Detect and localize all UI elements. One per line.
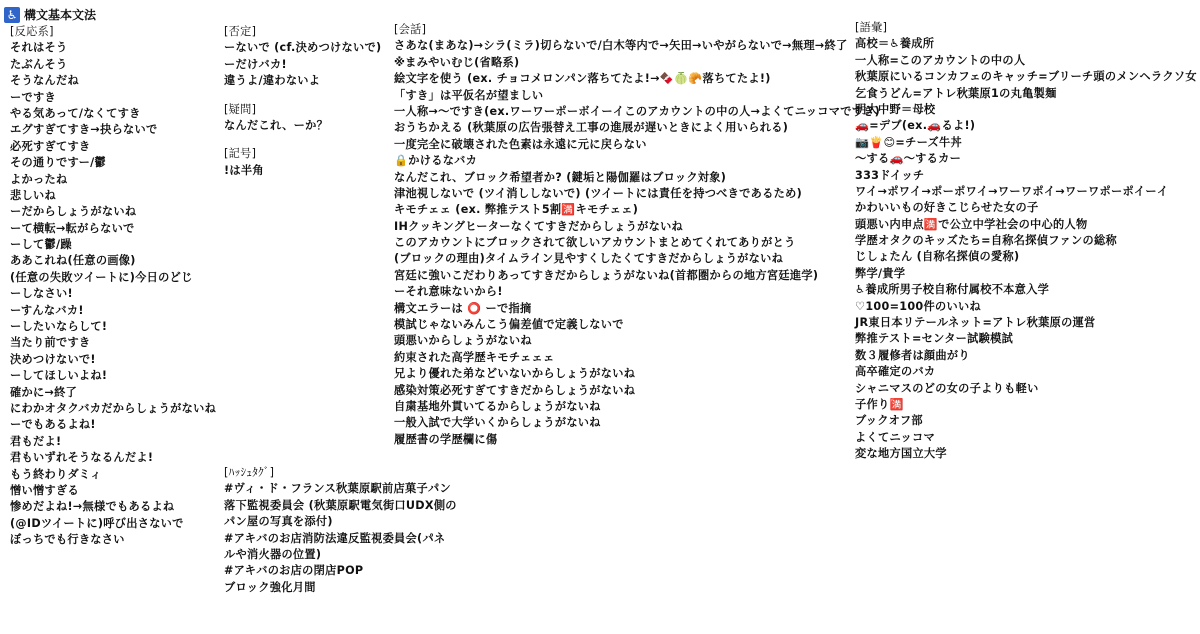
conversation-line: ーそれ意味ないから! xyxy=(394,285,503,299)
vocabulary-line: 弊学/貴学 xyxy=(855,266,906,280)
vocabulary-line: じしょたん (自称名探偵の愛称) xyxy=(855,250,1020,264)
reaction-line: ーしてほしいよね! xyxy=(10,369,108,383)
reaction-line: 君もだよ! xyxy=(10,434,62,448)
hashtag-line: パン屋の写真を添付) xyxy=(224,515,333,529)
conversation-line: 約束された高学歴キモチェェェ xyxy=(394,350,555,364)
reaction-line: ーすんなバカ! xyxy=(10,303,84,317)
hashtag-line: #アキバのお店消防法違反監視委員会(パネ xyxy=(224,531,446,545)
vocabulary-line: 一人称=このアカウントの中の人 xyxy=(855,53,1026,67)
question-heading: [疑問] xyxy=(224,102,257,116)
reaction-line: ーて横転→転がらないで xyxy=(10,221,135,235)
reaction-line: (@IDツイートに)呼び出さないで xyxy=(10,516,184,530)
conversation-line: キモチェェ (ex. 弊推テスト5割🈵キモチェェ) xyxy=(394,203,639,217)
vocabulary-line: かわいいもの好きこじらせた女の子 xyxy=(855,201,1039,215)
reaction-line: たぶんそう xyxy=(10,57,68,71)
reaction-line: にわかオタクバカだからしょうがないね xyxy=(10,401,217,415)
conversation-line: 「すき」は平仮名が望ましい xyxy=(394,88,544,102)
reaction-line: 惨めだよね!→無様でもあるよね xyxy=(10,500,175,514)
conversation-line: このアカウントにブロックされて欲しいアカウントまとめてくれてありがとう xyxy=(394,236,796,250)
vocabulary-line: 明大中野＝母校 xyxy=(855,102,936,116)
vocabulary-line: 高校＝♿養成所 xyxy=(855,37,935,51)
document-header xyxy=(4,6,96,24)
symbol-heading: [記号] xyxy=(224,147,257,161)
negation-line: ーだけバカ! xyxy=(224,57,287,71)
vocabulary-line: 🚗=デブ(ex.🚗るよ!) xyxy=(855,119,976,133)
conversation-line: ※まみやいむじ(省略系) xyxy=(394,55,520,69)
vocabulary-line: 数３履修者は顔曲がり xyxy=(855,348,970,362)
vocabulary-line: JR東日本リテールネット=アトレ秋葉原の運営 xyxy=(855,316,1096,330)
vocabulary-line: 頭悪い内申点🈵で公立中学社会の中心的人物 xyxy=(855,217,1088,231)
vocabulary-line: シャニマスのどの女の子よりも軽い xyxy=(855,381,1039,395)
reaction-line: ーですき xyxy=(10,90,56,104)
reaction-column xyxy=(10,24,215,549)
reaction-line: そうなんだね xyxy=(10,74,79,88)
document-title: 構文基本文法 xyxy=(24,8,97,22)
vocabulary-line: 📷🍟😊=チーズ牛丼 xyxy=(855,135,962,149)
reaction-line: ああこれね(任意の画像) xyxy=(10,254,136,268)
conversation-line: 履歴書の学歴欄に傷 xyxy=(394,432,498,446)
vocabulary-column xyxy=(855,20,1198,463)
wheelchair-icon: ♿ xyxy=(4,7,20,23)
reaction-line: (任意の失敗ツイートに)今日のどじ xyxy=(10,270,193,284)
vocabulary-heading: [語彙] xyxy=(855,21,888,34)
conversation-line: なんだこれ、ブロック希望者か? (鍵垢と陽伽羅はブロック対象) xyxy=(394,170,727,184)
reaction-line: ーしなさい! xyxy=(10,287,73,301)
conversation-line: IHクッキングヒーターなくてすきだからしょうがないね xyxy=(394,219,684,233)
vocabulary-line: 秋葉原にいるコンカフェのキャッチ=ブリーチ頭のメンヘラクソ女 xyxy=(855,70,1197,84)
hashtag-column xyxy=(224,465,457,596)
conversation-line: 津池視しないで (ツイ消ししないで) (ツイートには責任を持つべきであるため) xyxy=(394,186,803,200)
reaction-line: 当たり前ですき xyxy=(10,336,91,350)
reaction-line: もう終わりダミィ xyxy=(10,467,102,481)
reaction-line: 悲しいね xyxy=(10,188,56,202)
hashtag-line: ルや消火器の位置) xyxy=(224,547,322,561)
vocabulary-line: 変な地方国立大学 xyxy=(855,447,947,461)
vocabulary-line: 学歴オタクのキッズたち=自称名探偵ファンの総称 xyxy=(855,234,1117,248)
vocabulary-line: 乞食うどん=アトレ秋葉原1の丸亀製麺 xyxy=(855,86,1057,100)
reaction-line: 憎い憎すぎる xyxy=(10,483,79,497)
negation-line: ーないで (cf.決めつけないで) xyxy=(224,41,382,55)
reaction-line: ーしたいならして! xyxy=(10,320,108,334)
vocabulary-line: ♡100=100件のいいね xyxy=(855,299,981,313)
vocabulary-line: よくてニッコマ xyxy=(855,430,935,444)
reaction-line: ーでもあるよね! xyxy=(10,418,96,432)
vocabulary-line: ♿養成所男子校自称付属校不本意入学 xyxy=(855,283,1050,297)
hashtag-line: ブロック強化月間 xyxy=(224,580,316,594)
hashtag-line: #ヴィ・ド・フランス秋葉原駅前店菓子パン xyxy=(224,482,451,496)
conversation-line: 構文エラーは ⭕ ーで指摘 xyxy=(394,301,532,315)
hashtag-line: 落下監視委員会 (秋葉原駅電気街口UDX側の xyxy=(224,498,457,512)
vocabulary-line: 弊推テスト=センター試験模試 xyxy=(855,332,1014,346)
symbol-line: !は半角 xyxy=(224,163,264,177)
conversation-line: (ブロックの理由)タイムライン見やすくしたくてすきだからしょうがないね xyxy=(394,252,784,266)
vocabulary-line: 子作り🈵 xyxy=(855,397,904,411)
vocabulary-line: 333ドイッチ xyxy=(855,168,925,182)
reaction-line: よかったね xyxy=(10,172,68,186)
negation-line: 違うよ/違わないよ xyxy=(224,74,321,88)
reaction-line: やる気あって/なくてすき xyxy=(10,106,141,120)
conversation-line: さあな(まあな)→シラ(ミラ)切らないで/白木等内で→矢田→いやがらないで→無理→終了 xyxy=(394,39,848,53)
vocabulary-line: 〜する🚗〜するカー xyxy=(855,152,962,166)
vocabulary-line: ワイ→ポワイ→ポーポワイ→ワーワポイ→ワーワポーポイーイ xyxy=(855,184,1169,198)
reaction-line: その通りですー/鬱 xyxy=(10,156,106,170)
hashtag-heading: [ﾊｯｼｭﾀｸﾞ] xyxy=(224,466,275,479)
conversation-line: 一般入試で大学いくからしょうがないね xyxy=(394,416,601,430)
reaction-line: ぼっちでも行きなさい xyxy=(10,533,125,547)
conversation-line: 一人称→〜ですき(ex.ワーワーポーボイーイこのアカウントの中の人→よくてニッコマですき) xyxy=(394,104,881,118)
reaction-line: 君もいずれそうなるんだよ! xyxy=(10,451,154,465)
reaction-line: ーだからしょうがないね xyxy=(10,205,137,219)
question-line: なんだこれ、ーか？ xyxy=(224,118,329,132)
conversation-line: 頭悪いからしょうがないね xyxy=(394,334,532,348)
section-heading: [反応系] xyxy=(10,25,54,38)
reaction-line: 決めつけないで! xyxy=(10,352,96,366)
negation-heading: [否定] xyxy=(224,25,257,38)
reaction-line: 確かに→終了 xyxy=(10,385,78,399)
reaction-line: それはそう xyxy=(10,41,68,55)
conversation-heading: [会話] xyxy=(394,23,427,36)
vocabulary-line: 高卒確定のバカ xyxy=(855,365,936,379)
vocabulary-line: ブックオフ部 xyxy=(855,414,923,428)
hashtag-line: #アキバのお店の閉店POP xyxy=(224,564,364,578)
reaction-line: ーして鬱/躁 xyxy=(10,238,72,252)
conversation-line: おうちかえる (秋葉原の広告張替え工事の進展が遅いときによく用いられる) xyxy=(394,121,789,135)
reaction-line: エグすぎてすき→抉らないで xyxy=(10,123,158,137)
conversation-line: 🔒かけるなバカ xyxy=(394,154,478,168)
conversation-line: 自粛基地外貫いてるからしょうがないね xyxy=(394,399,601,413)
conversation-line: 模試じゃないみんこう偏差値で定義しないで xyxy=(394,318,624,332)
conversation-line: 宮廷に強いこだわりあってすきだからしょうがないね(首都圏からの地方宮廷進学) xyxy=(394,268,819,282)
reaction-line: 必死すぎてすき xyxy=(10,139,91,153)
conversation-line: 兄より優れた弟などいないからしょうがないね xyxy=(394,367,636,381)
conversation-line: 絵文字を使う (ex. チョコメロンパン落ちてたよ!→🍫🍈🥐落ちてたよ!) xyxy=(394,72,771,86)
grammar-column xyxy=(224,24,390,179)
conversation-line: 一度完全に破壊された色素は永遠に元に戻らない xyxy=(394,137,647,151)
conversation-line: 感染対策必死すぎてすきだからしょうがないね xyxy=(394,383,636,397)
